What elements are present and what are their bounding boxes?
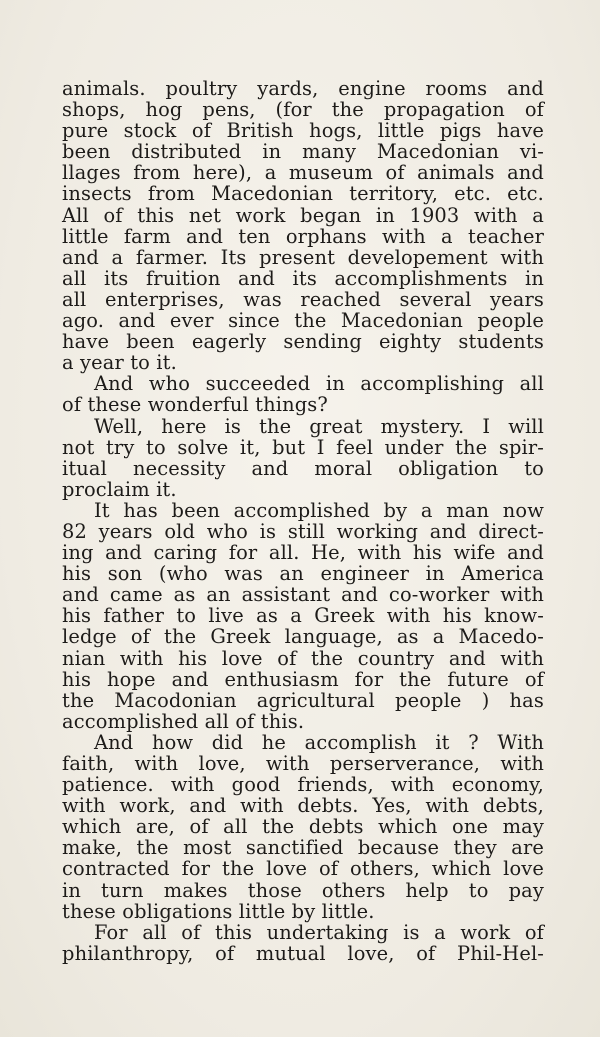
text-line: proclaim it. bbox=[62, 477, 177, 501]
text-line: his son (who was an engineer in America bbox=[62, 562, 544, 586]
text-line: ago. and ever since the Macedonian people bbox=[62, 309, 544, 333]
text-line: 82 years old who is still working and direct- bbox=[62, 519, 544, 543]
text-line: itual necessity and moral obligation to bbox=[62, 456, 544, 480]
text-line: insects from Macedonian territory, etc. etc. bbox=[62, 182, 544, 206]
text-line: in turn makes those others help to pay bbox=[62, 878, 544, 902]
text-line: ing and caring for all. He, with his wife and bbox=[62, 541, 544, 565]
text-line: been distributed in many Macedonian vi- bbox=[62, 140, 544, 164]
text-line: pure stock of British hogs, little pigs have bbox=[62, 119, 544, 143]
text-line: these obligations little by little. bbox=[62, 899, 375, 923]
text-line: all enterprises, was reached several years bbox=[62, 287, 544, 311]
text-line: which are, of all the debts which one may bbox=[62, 815, 544, 839]
text-line: llages from here), a museum of animals and bbox=[62, 161, 544, 185]
text-line: and a farmer. Its present developement with bbox=[62, 245, 544, 269]
text-line: It has been accomplished by a man now bbox=[94, 498, 544, 522]
text-line: philanthropy, of mutual love, of Phil-Hel- bbox=[62, 941, 544, 965]
text-line: his father to live as a Greek with his know- bbox=[62, 604, 544, 628]
text-line: nian with his love of the country and with bbox=[62, 646, 544, 670]
text-line: faith, with love, with perserverance, with bbox=[62, 752, 544, 775]
text-line: contracted for the love of others, which love bbox=[62, 857, 544, 881]
text-line: all its fruition and its accomplishments in bbox=[62, 266, 544, 290]
text-line: And how did he accomplish it ? With bbox=[94, 730, 544, 754]
text-line: have been eagerly sending eighty students bbox=[62, 330, 544, 354]
body-text bbox=[62, 78, 544, 964]
text-line: a year to it. bbox=[62, 351, 177, 375]
text-line: Well, here is the great mystery. I will bbox=[94, 414, 544, 438]
text-line: make, the most sanctified because they are bbox=[62, 836, 544, 860]
text-line: with work, and with debts. Yes, with debts, bbox=[62, 794, 544, 818]
text-line: the Macodonian agricultural people ) has bbox=[62, 688, 544, 712]
text-line: patience. with good friends, with economy, bbox=[62, 773, 544, 797]
text-line: animals. poultry yards, engine rooms and bbox=[62, 77, 544, 100]
text-line: his hope and enthusiasm for the future of bbox=[62, 667, 544, 691]
text-line: accomplished all of this. bbox=[62, 709, 305, 733]
text-line: of these wonderful things? bbox=[62, 393, 328, 417]
text-line: little farm and ten orphans with a teacher bbox=[62, 224, 544, 248]
text-line: shops, hog pens, (for the propagation of bbox=[62, 98, 544, 122]
text-line: and came as an assistant and co-worker with bbox=[62, 583, 544, 607]
text-line: For all of this undertaking is a work of bbox=[94, 920, 544, 944]
text-line: ledge of the Greek language, as a Macedo- bbox=[62, 625, 544, 649]
text-line: not try to solve it, but I feel under the spir- bbox=[62, 435, 544, 459]
text-line: And who succeeded in accomplishing all bbox=[94, 372, 544, 396]
text-line: All of this net work began in 1903 with a bbox=[62, 203, 544, 227]
